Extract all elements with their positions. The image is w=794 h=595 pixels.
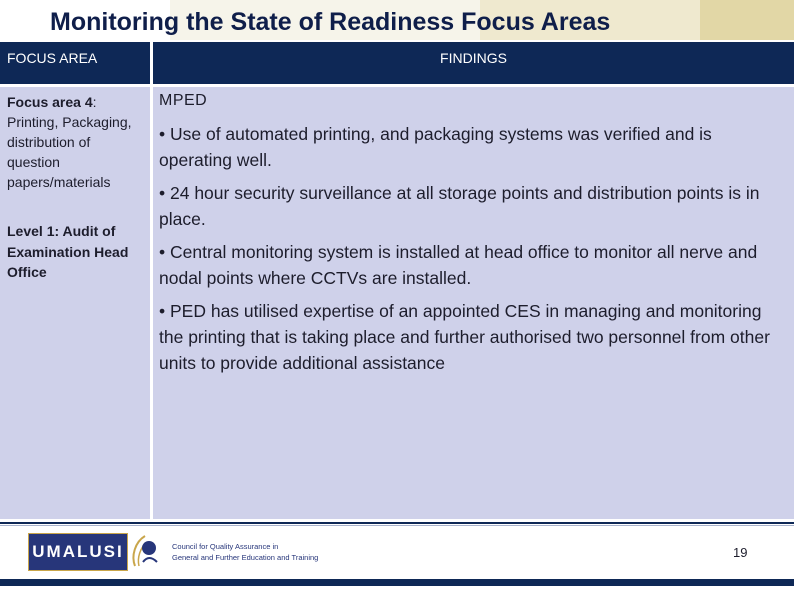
focus-area-label — [7, 92, 147, 192]
finding-bullet: • 24 hour security surveillance at all storage points and distribution points is in place. — [159, 183, 760, 229]
slide-title: Monitoring the State of Readiness Focus Areas — [50, 8, 611, 36]
page-number: 19 — [733, 545, 748, 560]
header-focus-area — [0, 42, 150, 84]
bottom-bar — [0, 579, 794, 586]
footer-divider — [0, 522, 794, 524]
finding-bullet: • PED has utilised expertise of an appointed CES in managing and monitoring the printing that is taking place and further authorised two personnel from other units to provide additional assistance — [159, 301, 770, 373]
council-line-2: General and Further Education and Training — [172, 553, 319, 562]
umalusi-emblem-icon — [129, 532, 161, 570]
header-focus-area-label: FOCUS AREA — [7, 50, 98, 66]
finding-bullet: • Use of automated printing, and packaging systems was verified and is operating well. — [159, 124, 712, 170]
header-findings-label: FINDINGS — [440, 50, 507, 66]
council-line-1: Council for Quality Assurance in — [172, 542, 279, 551]
findings-heading: MPED — [159, 92, 208, 109]
findings-cell — [153, 87, 794, 519]
council-name — [172, 541, 318, 563]
header-findings — [153, 42, 794, 84]
focus-area-description: : Printing, Packaging, distribution of question papers/materials — [7, 94, 132, 190]
umalusi-logo: UMALUSI — [28, 533, 128, 571]
focus-areas-table — [0, 42, 794, 522]
focus-area-number: Focus area 4 — [7, 94, 93, 110]
footer-divider-thin — [0, 525, 794, 526]
finding-bullet: • Central monitoring system is installed at head office to monitor all nerve and nodal points where CCTVs are installed. — [159, 242, 758, 288]
focus-area-cell — [0, 87, 150, 519]
focus-area-level: Level 1: Audit of Examination Head Office — [7, 223, 129, 280]
